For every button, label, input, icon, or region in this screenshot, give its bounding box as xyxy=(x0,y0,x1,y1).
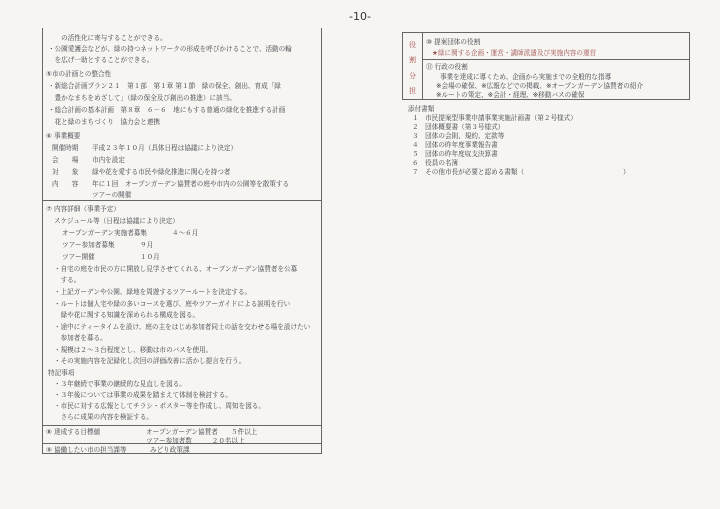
section-heading-8: ⑧ 達成する目標値 xyxy=(46,428,101,436)
schedule-period: １０月 xyxy=(140,253,160,261)
page-number: -10- xyxy=(349,10,371,23)
side-label: 担 xyxy=(409,87,416,95)
plan-line: ・新総合計画プラン２１ 第１部 第１章 第１節 緑の保全、創出、育成「緑 xyxy=(48,82,281,90)
plan-line: 花と緑のまちづくり 協力会と連携 xyxy=(48,118,161,126)
attachment-item: ６ 役員の名簿 xyxy=(412,159,459,167)
intro-line: を広げ一助とすることができる。 xyxy=(48,56,154,64)
attachments-heading: 添付書類 xyxy=(408,105,435,113)
gov-role-line: ※会場の確保、※広報などでの掲載、※オープンガーデン協賛者の紹介 xyxy=(436,82,644,90)
detail-bullet: ・途中にティータイムを設け、庭の主をはじめ参加者同士の話を交わせる場を設けたい xyxy=(54,323,311,331)
detail-bullet: ・上記ガーデンや公園、緑地を周遊するツアールートを決定する。 xyxy=(54,288,252,296)
plan-line: ・総合計画の基本計画 第８章 ６－６ 地にもする普通の緑化を推進する計画 xyxy=(48,106,286,114)
special-note: ・３年後については事業の成果を踏まえて体制を検討する。 xyxy=(54,391,232,399)
divider xyxy=(42,200,321,201)
target-value: オープンガーデン協賛者 ５件以上 xyxy=(146,428,258,436)
detail-bullet: 緑や花に関する知識を深められる構成を図る。 xyxy=(54,311,200,319)
row-label: 内 容 xyxy=(52,180,79,188)
schedule-period: ４～６月 xyxy=(172,229,199,237)
department-name: みどり政策課 xyxy=(150,446,190,454)
schedule-label: スケジュール等（日程は協議により決定） xyxy=(54,217,179,225)
detail-bullet: 参加者を募る。 xyxy=(54,334,107,342)
special-note: ・市民に対する広報としてチラシ・ポスター等を作成し、周知を図る。 xyxy=(54,402,265,410)
detail-bullet: ・自宅の庭を市民の方に開放し見学させてくれる、オープンガーデン協賛者を公募 xyxy=(54,265,298,273)
attachment-item: １ 市民提案型事業申請事業実施計画書（第２号様式） xyxy=(412,114,577,122)
row-value: 年に１回 オープンガーデン協賛者の庭や市内の公園等を散策する xyxy=(92,180,290,188)
row-value: 平成２３年１０月（具体日程は協議により決定） xyxy=(92,144,238,152)
schedule-item: オープンガーデン実施者募集 xyxy=(62,229,147,237)
group-role-text: ★緑に関する企画・運営・講師派遣及び実施内容の運営 xyxy=(432,49,597,57)
row-label: 開催時期 xyxy=(52,144,79,152)
schedule-period: ９月 xyxy=(140,241,154,249)
section-heading-7: ⑦ 内容詳細（事業予定） xyxy=(46,205,120,213)
intro-line: ・公園愛護会などが、緑の持つネットワークの形成を呼びかけることで、活動の輪 xyxy=(48,45,292,53)
divider xyxy=(422,32,423,99)
plan-line: 豊かなまちをめざして」（緑の保全及び創出の推進）に該当。 xyxy=(48,94,236,102)
row-label: 対 象 xyxy=(52,168,79,176)
section-heading-10: ⑩ 提案団体の役割 xyxy=(426,38,481,46)
section-heading-11: ⑪ 行政の役割 xyxy=(426,63,468,71)
section-heading-plan: ⑤市の計画との整合性 xyxy=(46,70,112,78)
divider xyxy=(422,59,689,60)
gov-role-line: 事業を達成に導くため、企画から実施までの全般的な指導 xyxy=(440,73,612,81)
attachment-item: ３ 団体の会則、規約、定款等 xyxy=(412,132,505,140)
special-note: ・３年継続で事業の継続的な見直しを図る。 xyxy=(54,380,186,388)
attachment-item: ７ その他市長が必要と認める書類（ ） xyxy=(412,168,630,176)
target-value: ツアー参加者数 ２０名以上 xyxy=(146,437,245,445)
special-note: さらに成果の内容を検証する。 xyxy=(54,413,153,421)
detail-bullet: ・ルートは個人宅や緑の多いコースを選び、庭やツアーガイドによる説明を行い xyxy=(54,300,291,308)
row-label: 会 場 xyxy=(52,156,79,164)
row-value: 緑や花を愛する市民や緑化推進に関心を持つ者 xyxy=(92,168,231,176)
detail-bullet: ・規模は２～３台程度とし、移動は市のバスを使用。 xyxy=(54,346,213,354)
schedule-item: ツアー参加者募集 xyxy=(62,241,115,249)
detail-bullet: ・その実施内容を記録化し次回の評価改善に活かし提言を行う。 xyxy=(54,357,246,365)
section-heading-6: ⑥ 事業概要 xyxy=(46,132,81,140)
intro-line: の活性化に寄与することができる。 xyxy=(48,34,167,42)
special-notes-heading: 特記事項 xyxy=(48,369,75,377)
detail-bullet: する。 xyxy=(54,276,81,284)
gov-role-line: ※ルートの策定、※会計・経理、※移動バスの確保 xyxy=(436,91,585,99)
attachment-item: ４ 団体の昨年度事業報告書 xyxy=(412,141,498,149)
row-value: 市内を設定 xyxy=(92,156,125,164)
section-heading-9: ⑨ 協働したい市の担当課等 xyxy=(46,446,127,454)
schedule-item: ツアー開催 xyxy=(62,253,95,261)
attachment-item: ２ 団体概要書（第３号様式） xyxy=(412,123,505,131)
side-label: 分 xyxy=(409,72,416,80)
divider xyxy=(42,425,321,426)
row-value: ツアーの開催 xyxy=(92,191,132,199)
attachment-item: ５ 団体の昨年度収支決算書 xyxy=(412,150,498,158)
side-label: 役 xyxy=(409,41,416,49)
side-label: 割 xyxy=(409,56,416,64)
